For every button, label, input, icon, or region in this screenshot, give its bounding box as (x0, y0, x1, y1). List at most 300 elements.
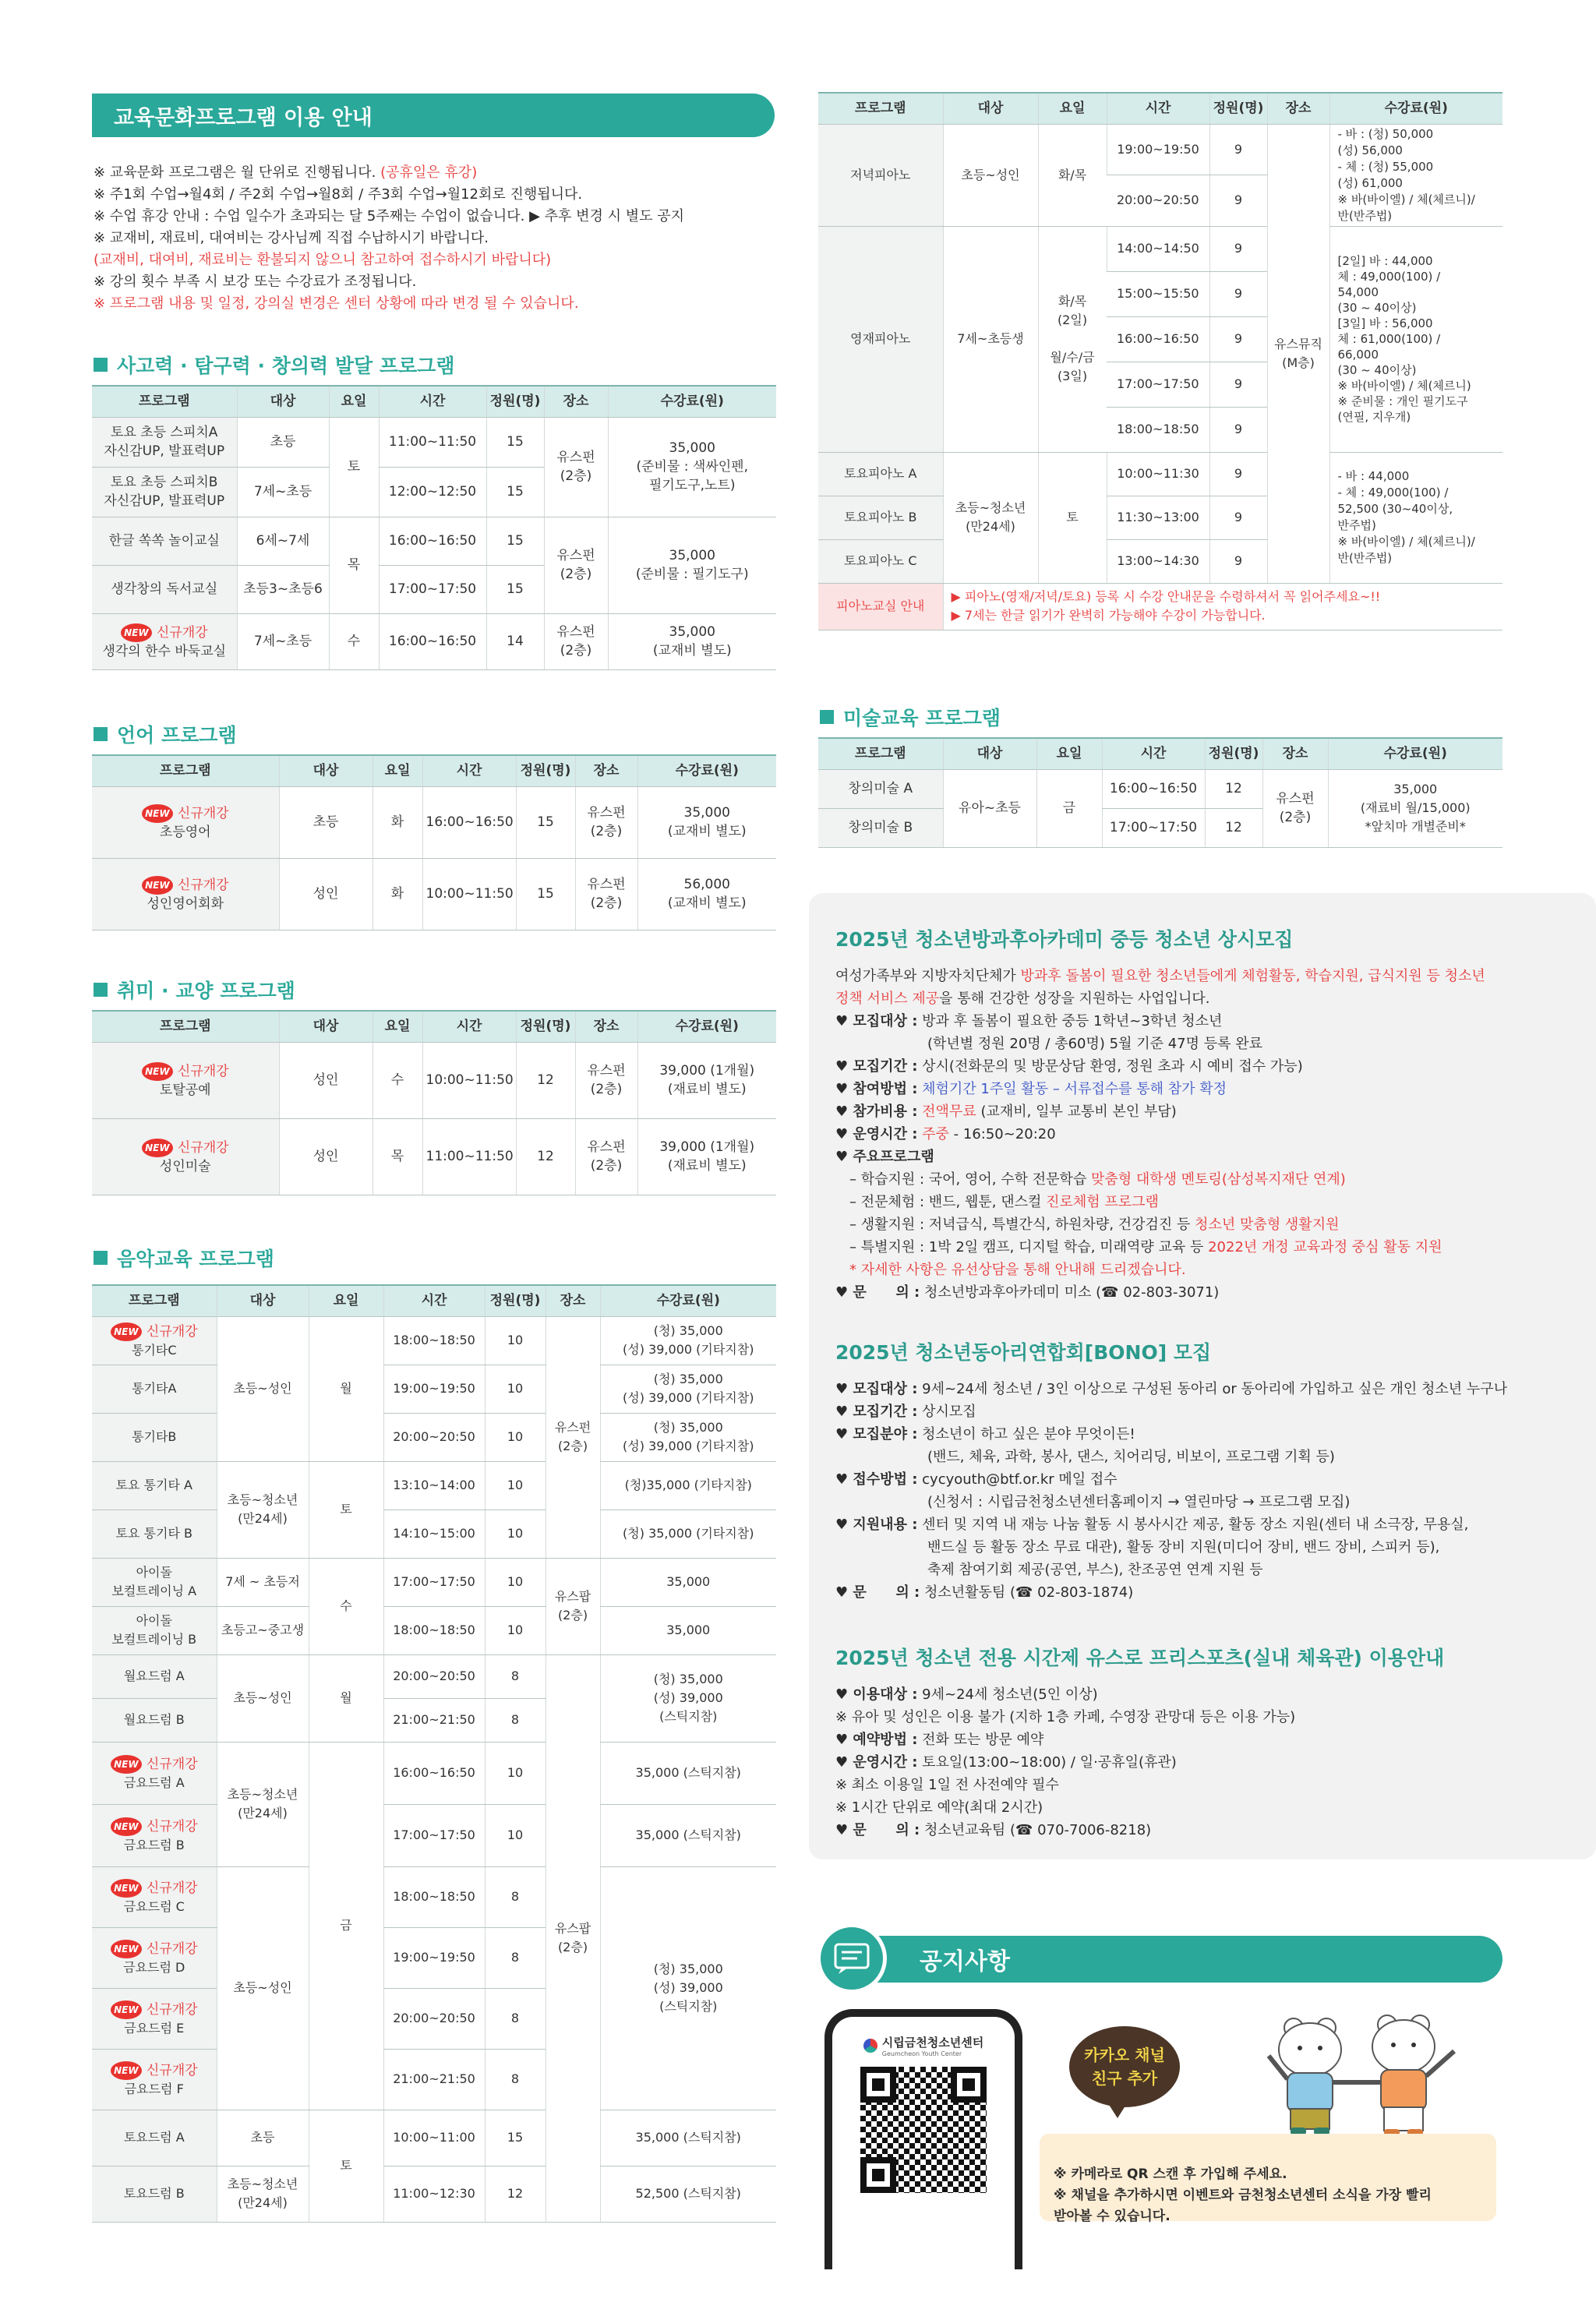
new-icon: NEW (111, 2000, 142, 2019)
table-cell: 유스펀 (2층) (1262, 769, 1328, 847)
table-row (92, 1042, 776, 1118)
text: 신규개강 (146, 1756, 198, 1772)
text: 시립금천청소년센터 (881, 2036, 984, 2050)
mascot-right (1333, 2015, 1454, 2137)
table-cell: 19:00~19:50 (383, 1365, 485, 1413)
table-cell: 12 (1205, 769, 1262, 808)
new-icon: NEW (121, 623, 152, 642)
table-cell: 18:00~18:50 (383, 1606, 485, 1654)
table-cell: 토 (1038, 452, 1107, 583)
text: 신규개강 (146, 2062, 198, 2078)
table-cell: 목 (329, 517, 379, 613)
table-cell: 19:00~19:50 (383, 1927, 485, 1988)
column-header: 대상 (943, 93, 1038, 124)
table-cell: 창의미술 B (818, 808, 943, 847)
text: (교재비, 대여비, 재료비는 환불되지 않으니 참고하여 접수하시기 바랍니다) (94, 252, 552, 268)
notice-message (1040, 2134, 1496, 2224)
text: 신규개강 (146, 1880, 198, 1896)
table-cell: 9 (1209, 271, 1267, 316)
table-cell: 16:00~16:50 (379, 613, 486, 669)
table-cell: 초등~청소년 (만24세) (943, 452, 1038, 583)
table-cell: 유스팝 (2층) (546, 1654, 600, 2222)
table-cell: 16:00~16:50 (1107, 316, 1209, 362)
table-cell: 초등 (217, 2110, 309, 2166)
table-cell: 월 (309, 1316, 383, 1461)
table-cell: 39,000 (1개월) (재료비 별도) (637, 1118, 776, 1195)
note-line (94, 249, 779, 271)
text: 금요드럼 F (124, 2081, 184, 2096)
new-badge (142, 804, 229, 823)
table-cell: 7세 ~ 초등저 (217, 1558, 309, 1606)
qr-code[interactable] (860, 2067, 987, 2193)
text: 금요드럼 C (123, 1898, 185, 1914)
new-badge (142, 1139, 229, 1157)
table-cell: 14 (486, 613, 544, 669)
table-row (92, 1461, 776, 1510)
table-cell: 9 (1209, 316, 1267, 362)
table-cell: (청) 35,000 (성) 39,000 (스틱지참) (600, 1654, 776, 1742)
note-line (94, 271, 779, 293)
table-cell: 35,000 (준비물 : 필기도구) (608, 517, 776, 613)
table-row (818, 769, 1502, 808)
notes (94, 162, 779, 315)
table-row (92, 1365, 776, 1413)
table-cell: 초등~청소년 (만24세) (217, 2166, 309, 2222)
note-line (94, 184, 779, 206)
table-cell: 17:00~17:50 (1107, 362, 1209, 407)
text: 통기타C (131, 1342, 177, 1358)
table-cell: 56,000 (교재비 별도) (637, 858, 776, 930)
table-cell: 월요드럼 A (92, 1654, 217, 1698)
table-cell: 12 (516, 1118, 575, 1195)
table-cell: 유스펀 (2층) (544, 517, 608, 613)
table-cell: 35,000 (준비물 : 색싸인펜, 필기도구,노트) (608, 417, 776, 517)
table-cell: 12:00~12:50 (379, 467, 486, 517)
table-cell: 6세~7세 (237, 517, 329, 565)
text: 신규개강 (146, 1940, 198, 1957)
table-cell: 초등~성인 (217, 1866, 309, 2110)
table-cell: 17:00~17:50 (383, 1558, 485, 1606)
music-table (92, 1284, 776, 2223)
table-cell: 성인 (279, 1042, 373, 1118)
table-cell: 9 (1209, 362, 1267, 407)
table-cell: 35,000 (교재비 별도) (637, 786, 776, 858)
column-header: 요일 (373, 755, 422, 786)
text: 미술교육 프로그램 (843, 707, 1001, 729)
new-badge (111, 1322, 198, 1341)
column-header: 요일 (329, 386, 379, 417)
table-cell: 유스펀 (2층) (546, 1316, 600, 1558)
table-cell: 목 (373, 1118, 422, 1195)
column-header: 대상 (943, 738, 1036, 769)
table-cell: 화 (373, 786, 422, 858)
table-cell: 35,000 (교재비 별도) (608, 613, 776, 669)
table-cell: 20:00~20:50 (383, 1654, 485, 1698)
table-cell: 초등고~중고생 (217, 1606, 309, 1654)
table-row (92, 1316, 776, 1365)
text: 토탈공예 (159, 1082, 211, 1098)
table-row (92, 858, 776, 930)
table-cell (92, 1118, 279, 1195)
table-cell: 7세~초등 (237, 467, 329, 517)
table-cell: 10 (485, 1742, 546, 1804)
table-cell: (청) 35,000 (성) 39,000 (기타지참) (600, 1316, 776, 1365)
page-title (92, 94, 775, 137)
new-badge (142, 876, 229, 895)
table-cell: 11:00~11:50 (422, 1118, 516, 1195)
column-header: 대상 (237, 386, 329, 417)
text: 신규개강 (146, 1818, 198, 1834)
column-header: 장소 (575, 755, 637, 786)
column-header: 요일 (373, 1011, 422, 1042)
note-line (94, 293, 779, 315)
text: ▶ 피아노(영재/저녁/토요) 등록 시 수강 안내문을 수령하셔서 꼭 읽어주세요~!! (951, 589, 1381, 604)
table-cell: 19:00~19:50 (1107, 124, 1209, 175)
table-cell: 18:00~18:50 (383, 1316, 485, 1365)
column-header: 장소 (575, 1011, 637, 1042)
table-cell: 유스펀 (2층) (575, 1042, 637, 1118)
table-header (92, 755, 776, 786)
table-cell (92, 2049, 217, 2110)
column-header: 수강료(원) (637, 755, 776, 786)
table-cell: 초등 (279, 786, 373, 858)
table-cell: 10:00~11:50 (422, 858, 516, 930)
text: 신규개강 (177, 877, 229, 893)
table-cell: 9 (1209, 539, 1267, 583)
table-cell: 수 (373, 1042, 422, 1118)
table-cell: 12 (516, 1042, 575, 1118)
text: 신규개강 (177, 1139, 229, 1156)
table-cell: 초등~청소년 (만24세) (217, 1461, 309, 1558)
table-cell (92, 1866, 217, 1927)
table-cell: 토요드럼 B (92, 2166, 217, 2222)
table-cell: 9 (1209, 226, 1267, 271)
table-cell: 15 (486, 517, 544, 565)
table-cell: 20:00~20:50 (383, 1988, 485, 2049)
column-header: 시간 (422, 755, 516, 786)
column-header: 정원(명) (486, 386, 544, 417)
new-icon: NEW (111, 1940, 142, 1958)
table-cell: 15 (486, 417, 544, 467)
table-cell: 11:00~12:30 (383, 2166, 485, 2222)
table-cell: 35,000 (스틱지참) (600, 2110, 776, 2166)
text: ※ 주1회 수업→월4회 / 주2회 수업→월8회 / 주3회 수업→월12회로 진행됩니다. (94, 186, 583, 203)
table-cell: 8 (485, 1927, 546, 1988)
column-header: 프로그램 (92, 1011, 279, 1042)
table-cell: 16:00~16:50 (379, 517, 486, 565)
column-header: 프로그램 (92, 1285, 217, 1316)
new-icon: NEW (142, 1139, 173, 1157)
table-cell: 52,500 (스틱지참) (600, 2166, 776, 2222)
table-cell: 아이돌 보컬트레이닝 A (92, 1558, 217, 1606)
new-icon: NEW (111, 1755, 142, 1774)
table-cell: 10 (485, 1316, 546, 1365)
table-cell: (청) 35,000 (성) 39,000 (기타지참) (600, 1413, 776, 1461)
table-cell: 15 (486, 467, 544, 517)
column-header: 프로그램 (818, 738, 943, 769)
column-header: 프로그램 (92, 386, 237, 417)
table-cell: (청) 35,000 (성) 39,000 (기타지참) (600, 1365, 776, 1413)
box1-body: 여성가족부와 지방자치단체가 방과후 돌봄이 필요한 청소년들에게 체험활동, 학습지원, 급식지원 등 청소년 정책 서비스 제공을 통해 건강한 성장을 지원하는 사업입니다. ♥ 모집대상 : 방과 후 돌봄이 필요한 중등 1학년~3학년 청소년 (학년별 정원 20명 / 총60명) 5월 기준 47명 등록 완료 ♥ 모집기간 : 상시(전화문의 및 방문상담 환영, 정원 초과 시 예비 접수 가능) ♥ 참여방법 : 체험기간 1주일 활동 – 서류접수를 통해 참가 확정 ♥ 참가비용 : 전액무료 (교재비, 일부 교통비 본인 부담) ♥ 운영시간 : 주중 - 16:50~20:20 ♥ 주요프로그램 – 학습지원 : 국어, 영어, 수학 전문학습 맞춤형 대학생 멘토링(삼성복지재단 연계) – 전문체험 : 밴드, 웹툰, 댄스컬 진로체험 프로그램 – 생활지원 : 저녁급식, 특별간식, 하원차량, 건강검진 등 청소년 맞춤형 생활지원 – 특별지원 : 1박 2일 캠프, 디지털 학습, 미래역량 교육 등 2022년 개정 교육과정 중심 활동 지원 * 자세한 사항은 유선상담을 통해 안내해 드리겠습니다. ♥ 문 의 : 청소년방과후아카데미 미소 (☎ 02-803-3071) (835, 968, 1485, 1301)
program-table (92, 385, 776, 670)
section-title (94, 1244, 274, 1272)
table-cell: 16:00~16:50 (1102, 769, 1205, 808)
table-cell: 15:00~15:50 (1107, 271, 1209, 316)
text: (공휴일은 휴강) (380, 164, 478, 181)
table-cell (943, 583, 1502, 630)
text: 금요드럼 A (123, 1774, 185, 1790)
text: 신규개강 (177, 1063, 229, 1079)
note-line (94, 206, 779, 228)
column-header: 정원(명) (516, 1011, 575, 1042)
table-cell: 7세~초등생 (943, 226, 1038, 452)
table-cell: 20:00~20:50 (1107, 175, 1209, 227)
note-line (94, 162, 779, 184)
column-header: 시간 (383, 1285, 485, 1316)
text: 언어 프로그램 (117, 724, 237, 747)
table-cell: 10 (485, 1558, 546, 1606)
table-cell: 10 (485, 1461, 546, 1510)
table-cell: - 바 : 44,000 - 체 : 49,000(100) / 52,500 (30~40이상, 반주법) ※ 바(바이엘) / 체(체르니)/ 반(반주법) (1329, 452, 1502, 583)
text: ※ 프로그램 내용 및 일정, 강의실 변경은 센터 상황에 따라 변경 될 수 있습니다. (94, 295, 579, 312)
table-cell: 9 (1209, 452, 1267, 496)
column-header: 프로그램 (818, 93, 943, 124)
table-cell: 8 (485, 1866, 546, 1927)
table-cell: 15 (516, 858, 575, 930)
column-header: 정원(명) (1209, 93, 1267, 124)
table-cell: 토요 초등 스피치B 자신감UP, 발표력UP (92, 467, 237, 517)
table-cell: 35,000 (재료비 월/15,000) *앞치마 개별준비* (1328, 769, 1502, 847)
column-header: 요일 (1036, 738, 1102, 769)
table-cell: 초등~성인 (217, 1654, 309, 1742)
table-cell: 8 (485, 2049, 546, 2110)
table-cell: 유스팝 (2층) (546, 1558, 600, 1654)
table-cell: 16:00~16:50 (422, 786, 516, 858)
column-header: 프로그램 (92, 755, 279, 786)
table-cell: (청)35,000 (기타지참) (600, 1461, 776, 1510)
table-cell: 성인 (279, 858, 373, 930)
table-cell: 화/목 (2일) 월/수/금 (3일) (1038, 226, 1107, 452)
text: 초등영어 (159, 824, 211, 840)
note-line (94, 228, 779, 249)
column-header: 수강료(원) (608, 386, 776, 417)
table-cell: 초등 (237, 417, 329, 467)
text: ※ 채널을 추가하시면 이벤트와 금천청소년센터 소식을 가장 빨리 받아볼 수 있습니다. (1054, 2188, 1432, 2224)
table-row (818, 226, 1502, 271)
table-header (92, 1285, 776, 1316)
table-row (92, 1510, 776, 1558)
table-cell: 18:00~18:50 (1107, 407, 1209, 452)
box3-body: ♥ 이용대상 : 9세~24세 청소년(5인 이상) ※ 유아 및 성인은 이용 불가 (지하 1층 카페, 수영장 관망대 등은 이용 가능) ♥ 예약방법 : 전화 또는 방문 예약 ♥ 운영시간 : 토요일(13:00~18:00) / 일·공휴일(휴관) ※ 최소 이용일 1일 전 사전예약 필수 ※ 1시간 단위로 예약(최대 2시간) ♥ 문 의 : 청소년교육팀 (☎ 070-7006-8218) (835, 1686, 1296, 1838)
table-cell: 17:00~17:50 (1102, 808, 1205, 847)
table-cell: 유스펀 (2층) (544, 417, 608, 517)
new-badge (111, 1879, 198, 1898)
table-cell: 화 (373, 858, 422, 930)
new-icon: NEW (111, 2061, 142, 2080)
table-cell: 토요피아노 C (818, 539, 943, 583)
table-header (818, 93, 1502, 124)
table-cell: 12 (1205, 808, 1262, 847)
table-row (818, 583, 1502, 630)
table-cell: 창의미술 A (818, 769, 943, 808)
table-cell: 10:00~11:00 (383, 2110, 485, 2166)
text: 신규개강 (156, 624, 208, 641)
new-icon: NEW (142, 1062, 173, 1081)
table-cell (92, 1927, 217, 1988)
table-row (92, 613, 776, 669)
text: 취미 · 교양 프로그램 (117, 980, 295, 1002)
table-row (92, 1118, 776, 1195)
table-cell: 11:30~13:00 (1107, 496, 1209, 539)
table-cell: 토요 통기타 A (92, 1461, 217, 1510)
table-cell: 18:00~18:50 (383, 1866, 485, 1927)
table-cell: 9 (1209, 496, 1267, 539)
table-cell: 9 (1209, 407, 1267, 452)
table-cell (92, 613, 237, 669)
table-cell: 17:00~17:50 (379, 565, 486, 613)
table-cell: 초등~성인 (217, 1316, 309, 1461)
mascot-illustration (1231, 2001, 1496, 2142)
table-cell: 아이돌 보컬트레이닝 B (92, 1606, 217, 1654)
table-cell: 13:10~14:00 (383, 1461, 485, 1510)
table-cell: 16:00~16:50 (383, 1742, 485, 1804)
table-cell: 토요피아노 B (818, 496, 943, 539)
table-row (92, 1413, 776, 1461)
table-cell: 토요피아노 A (818, 452, 943, 496)
table-cell: 금 (309, 1742, 383, 2110)
new-badge (111, 2000, 198, 2019)
new-badge (111, 2061, 198, 2080)
new-badge (121, 623, 208, 642)
section-title (820, 703, 1001, 731)
text: 공지사항 (920, 1948, 1010, 1976)
table-cell: 10:00~11:50 (422, 1042, 516, 1118)
box3-title: 2025년 청소년 전용 시간제 유스로 프리스포츠(실내 체육관) 이용안내 (835, 1647, 1445, 1669)
text: ※ 강의 횟수 부족 시 보강 또는 수강료가 조정됩니다. (94, 274, 417, 290)
table-cell: 8 (485, 1698, 546, 1742)
table-cell: 토 (309, 2110, 383, 2222)
table-row (92, 1804, 776, 1866)
program-table (92, 1010, 776, 1195)
column-header: 정원(명) (516, 755, 575, 786)
table-cell: 7세~초등 (237, 613, 329, 669)
text: 금요드럼 B (123, 1837, 185, 1852)
table-cell (92, 1316, 217, 1365)
table-row (92, 1606, 776, 1654)
kakao-bubble[interactable]: 카카오 채널 친구 추가 (1069, 2026, 1180, 2107)
table-header (818, 738, 1502, 769)
table-cell: 한글 쏙쏙 놀이교실 (92, 517, 237, 565)
table-cell: 월요드럼 B (92, 1698, 217, 1742)
table-cell: 토요 초등 스피치A 자신감UP, 발표력UP (92, 417, 237, 467)
logo-icon (863, 2039, 877, 2053)
table-row (92, 1558, 776, 1606)
table-cell (92, 858, 279, 930)
column-header: 시간 (379, 386, 486, 417)
table-cell: 10 (485, 1804, 546, 1866)
table-row (92, 2110, 776, 2166)
table-row (92, 1866, 776, 1927)
table-cell: 12 (485, 2166, 546, 2222)
table-row (92, 1742, 776, 1804)
new-badge (111, 1817, 198, 1836)
table-cell: - 바 : (청) 50,000 (성) 56,000 - 체 : (청) 55,000 (성) 61,000 ※ 바(바이엘) / 체(체르니)/ 반(반주법) (1329, 124, 1502, 226)
table-cell: (청) 35,000 (기타지참) (600, 1510, 776, 1558)
table-row (818, 124, 1502, 175)
table-cell: [2일] 바 : 44,000 체 : 49,000(100) / 54,000 (30 ~ 40이상) [3일] 바 : 56,000 체 : 61,000(100) / 66,000 (30 ~ 40이상) ※ 바(바이엘) / 체(체르니) ※ 준비물 : 개인 필기도구 (연필, 지우개) (1329, 226, 1502, 452)
table-cell: 10 (485, 1606, 546, 1654)
table-cell (92, 1742, 217, 1804)
new-badge (142, 1062, 229, 1081)
table-cell: 생각창의 독서교실 (92, 565, 237, 613)
column-header: 장소 (546, 1285, 600, 1316)
new-icon: NEW (111, 1817, 142, 1836)
table-cell: 유스펀 (2층) (575, 858, 637, 930)
column-header: 정원(명) (485, 1285, 546, 1316)
text: 생각의 한수 바둑교실 (102, 643, 227, 659)
table-cell: 성인 (279, 1118, 373, 1195)
text: 금요드럼 E (124, 2020, 185, 2036)
table-cell: 통기타B (92, 1413, 217, 1461)
new-icon: NEW (111, 1879, 142, 1898)
phone-frame (824, 2009, 1022, 2269)
column-header: 수강료(원) (1329, 93, 1502, 124)
table-cell: 초등~성인 (943, 124, 1038, 226)
table-row (818, 452, 1502, 496)
column-header: 수강료(원) (1328, 738, 1502, 769)
table-cell: 토 (329, 417, 379, 517)
table-cell: 토요 통기타 B (92, 1510, 217, 1558)
text: 성인미술 (159, 1158, 211, 1174)
table-cell: 피아노교실 안내 (818, 583, 943, 630)
notice-icon (817, 1923, 887, 1993)
table-cell: 14:10~15:00 (383, 1510, 485, 1558)
text: ※ 교재비, 재료비, 대여비는 강사님께 직접 수납하시기 바랍니다. (94, 230, 489, 246)
table-cell: 유스뮤직 (M층) (1267, 124, 1329, 583)
new-badge (111, 1755, 198, 1774)
table-cell: 유스펀 (2층) (575, 786, 637, 858)
text: ※ 카메라로 QR 스캔 후 가입해 주세요. (1054, 2166, 1287, 2182)
notice-banner (857, 1936, 1502, 1983)
column-header: 요일 (309, 1285, 383, 1316)
column-header: 대상 (279, 1011, 373, 1042)
table-cell: 수 (329, 613, 379, 669)
text: ※ 교육문화 프로그램은 월 단위로 진행됩니다. (94, 164, 381, 181)
table-cell: 39,000 (1개월) (재료비 별도) (637, 1042, 776, 1118)
table-row (92, 2166, 776, 2222)
column-header: 시간 (422, 1011, 516, 1042)
table-cell (92, 1042, 279, 1118)
section-title (94, 720, 237, 748)
section-title (94, 351, 454, 379)
kakao-bubble-tail (1107, 2101, 1128, 2118)
new-icon: NEW (142, 804, 173, 823)
table-cell: 14:00~14:50 (1107, 226, 1209, 271)
table-cell: 저녁피아노 (818, 124, 943, 226)
text: ※ 수업 휴강 안내 : 수업 일수가 초과되는 달 5주째는 수업이 없습니다. ▶ 추후 변경 시 별도 공지 (94, 208, 685, 224)
column-header: 시간 (1107, 93, 1209, 124)
table-header (92, 386, 776, 417)
table-cell: 8 (485, 1988, 546, 2049)
table-cell: 11:00~11:50 (379, 417, 486, 467)
table-cell: 화/목 (1038, 124, 1107, 226)
column-header: 정원(명) (1205, 738, 1262, 769)
table-row (92, 786, 776, 858)
table-cell: 토 (309, 1461, 383, 1558)
table-cell: 유아~초등 (943, 769, 1036, 847)
table-cell: 10:00~11:30 (1107, 452, 1209, 496)
table-cell: 유스펀 (2층) (544, 613, 608, 669)
